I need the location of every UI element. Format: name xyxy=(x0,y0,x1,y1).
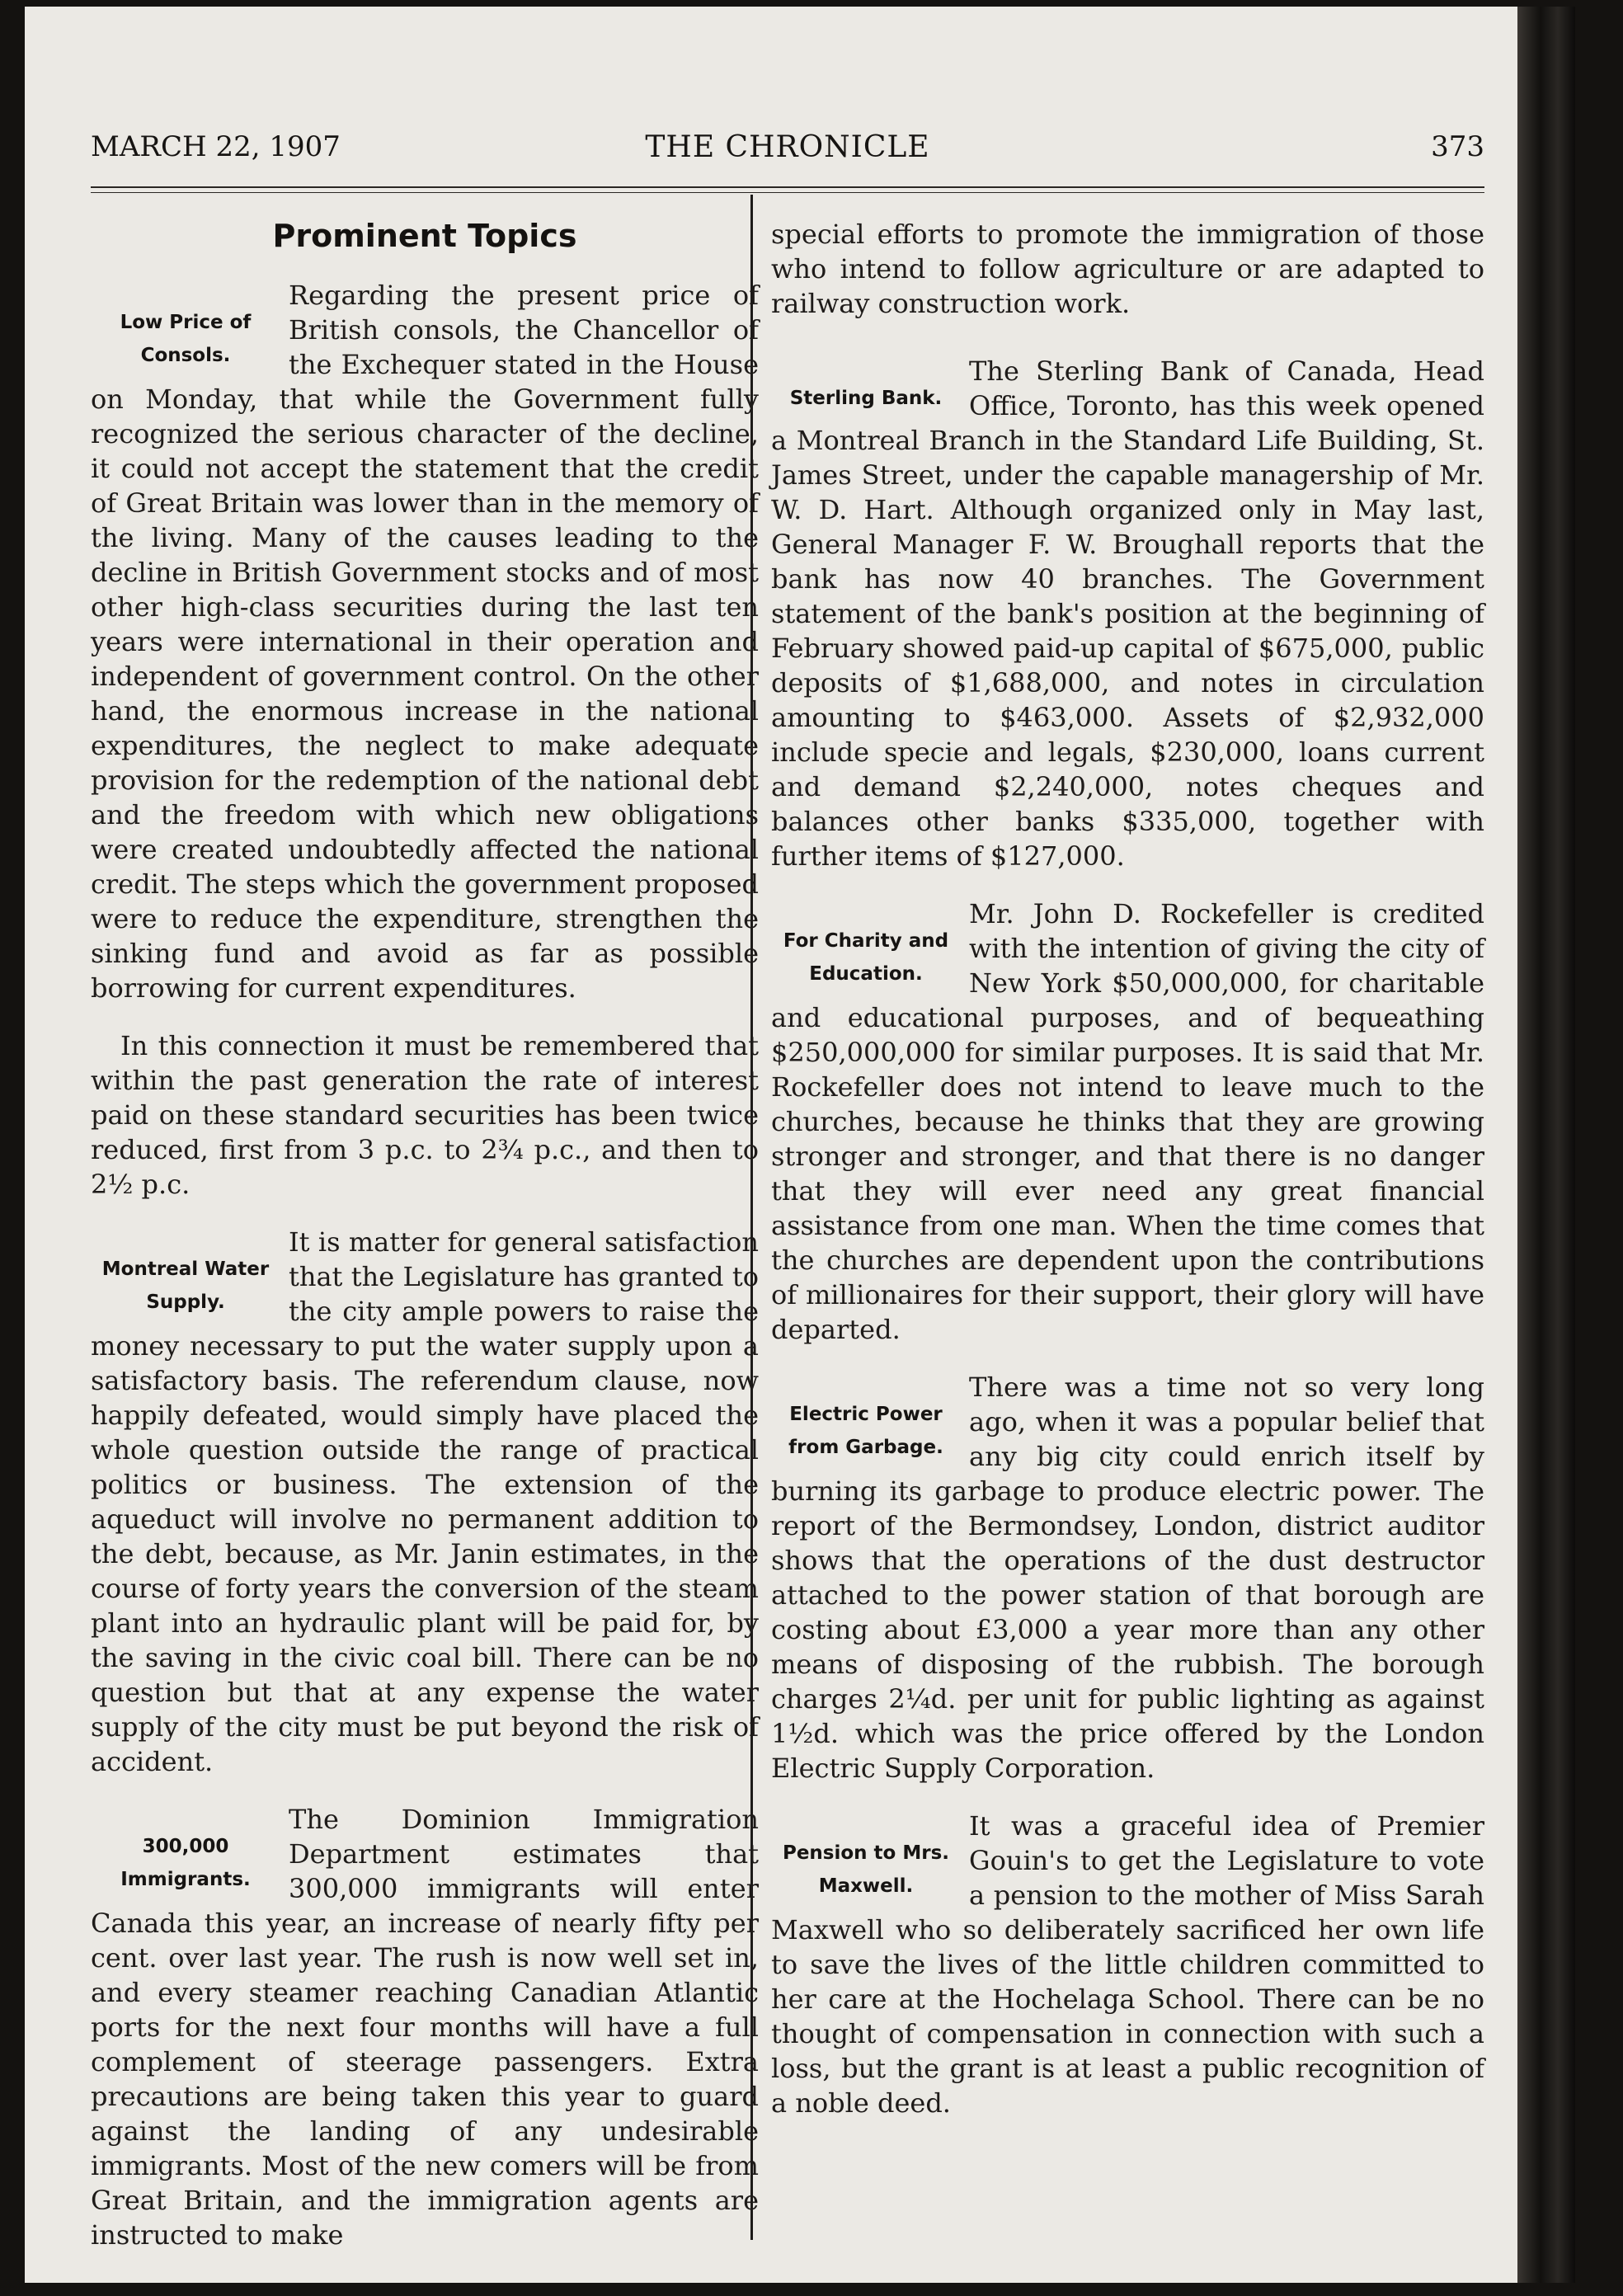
topic-label: For Charity and Education. xyxy=(783,930,949,985)
topic-charity-education xyxy=(771,896,1484,1347)
book-spine xyxy=(1517,7,1575,2283)
topic-body: It is matter for general satisfaction that the Legislature has granted to the city ample powers to raise the money necessary to put the water supply upon a satisfactory basis. The referendum clause, now happily defeated, would simply have placed the whole question outside the range of practical politics or business. The extension of the aqueduct will involve no permanent addition to the debt, because, as Mr. Janin estimates, in the course of forty years the conversion of the steam plant into an hydraulic plant will be paid for, by the saving in the civic coal bill. There can be no question but that at any expense the water supply of the city must be put beyond the risk of accident. xyxy=(91,1226,759,1777)
topic-label: Montreal Water Supply. xyxy=(101,1259,270,1313)
continued-text: special efforts to promote the immigration of those who intend to follow agriculture or are adapted to railway construction work. xyxy=(771,219,1484,319)
topic-body: Regarding the present price of British consols, the Chancellor of the Exchequer stated in the House on Monday, that while the Government fully recognized the serious character of the decline, it could not accept the statement that the credit of Great Britain was lower than in the memory of the living. Many of the causes leading to the decline in British Government stocks and of most other high-class securities during the last ten years were international in their operation and independent of government control. On the other hand, the enormous increase in the national expenditures, the neglect to make adequate provision for the redemption of the national debt and the freedom with which new obligations were created undoubtedly affected the national credit. The steps which the government proposed were to reduce the expenditure, strengthen the sinking fund and avoid as far as possible borrowing for current expenditures. xyxy=(91,280,759,1004)
header-title: THE CHRONICLE xyxy=(645,130,930,164)
header-page-number: 373 xyxy=(1431,130,1484,163)
topic-electric-power-garbage xyxy=(771,1370,1484,1786)
topic-label: 300,000 Immigrants. xyxy=(120,1836,251,1890)
topic-body: The Dominion Immigration Department estimates that 300,000 immigrants will enter Canada this year, an increase of nearly fifty per cent. over last year. The rush is now well set in, and every steamer reaching Canadian Atlantic ports for the next four months will have a full complement of steerage passengers. Extra precautions are being taken this year to guard against the landing of any undesirable immigrants. Most of the new comers will be from Great Britain, and the immigration agents are instructed to make xyxy=(91,1804,759,2251)
topic-montreal-water-supply xyxy=(91,1225,759,1779)
section-title: Prominent Topics xyxy=(272,218,577,254)
topic-body: The Sterling Bank of Canada, Head Office, Toronto, has this week opened a Montreal Branch in the Standard Life Building, St. James Street, under the capable managership of Mr. W. D. Hart. Although organized only in May last, General Manager F. W. Broughall reports that the bank has now 40 branches. The Government statement of the bank's position at the beginning of February showed paid-up capital of $675,000, public deposits of $1,688,000, and notes in circulation amounting to $463,000. Assets of $2,932,000 include specie and legals, $230,000, loans current and demand $2,240,000, notes cheques and balances other banks $335,000, together with further items of $127,000. xyxy=(771,355,1484,872)
header-rule xyxy=(91,186,1484,193)
header-date: MARCH 22, 1907 xyxy=(91,130,341,163)
topic-label: Sterling Bank. xyxy=(789,388,943,409)
right-column xyxy=(771,217,1484,2143)
topic-sterling-bank xyxy=(771,354,1484,873)
page-header xyxy=(91,130,1484,180)
topic-pension-maxwell xyxy=(771,1809,1484,2120)
topic-body: There was a time not so very long ago, when it was a popular belief that any big city could enrich itself by burning its garbage to produce electric power. The report of the Bermondsey, London, district auditor shows that the operations of the dust destructor attached to the power station of that borough are costing about £3,000 a year more than any other means of disposing of the rubbish. The borough charges 2¼d. per unit for public lighting as against 1½d. which was the price offered by the London Electric Supply Corporation. xyxy=(771,1371,1484,1784)
topic-label: Pension to Mrs. Maxwell. xyxy=(782,1842,950,1897)
newspaper-page xyxy=(25,7,1575,2283)
topic-body: In this connection it must be remembered that within the past generation the rate of interest paid on these standard securities has been twice reduced, first from 3 p.c. to 2¾ p.c., and then to 2½ p.c. xyxy=(91,1030,759,1200)
topic-body: It was a graceful idea of Premier Gouin's to get the Legislature to vote a pension to the mother of Miss Sarah Maxwell who so deliberately sacrificed her own life to save the lives of the little children committed to her care at the Hochelaga School. There can be no thought of compensation in connection with such a loss, but the grant is at least a public recognition of a noble deed. xyxy=(771,1810,1484,2119)
topic-body: Mr. John D. Rockefeller is credited with the intention of giving the city of New York $50,000,000, for charitable and educational purposes, and of bequeathing $250,000,000 for similar purposes. It is said that Mr. Rockefeller does not intend to leave much to the churches, because he thinks that they are growing stronger and stronger, and that there is no danger that they will ever need any great financial assistance from one man. When the time comes that the churches are dependent upon the contributions of millionaires for their support, their glory will have departed. xyxy=(771,898,1484,1345)
topic-label: Low Price of Consols. xyxy=(120,312,252,366)
topic-low-price-consols xyxy=(91,278,759,1005)
topic-interest-connection xyxy=(91,1028,759,1202)
topic-immigrants xyxy=(91,1802,759,2252)
topic-label: Electric Power from Garbage. xyxy=(788,1404,943,1458)
left-column xyxy=(91,217,759,2275)
